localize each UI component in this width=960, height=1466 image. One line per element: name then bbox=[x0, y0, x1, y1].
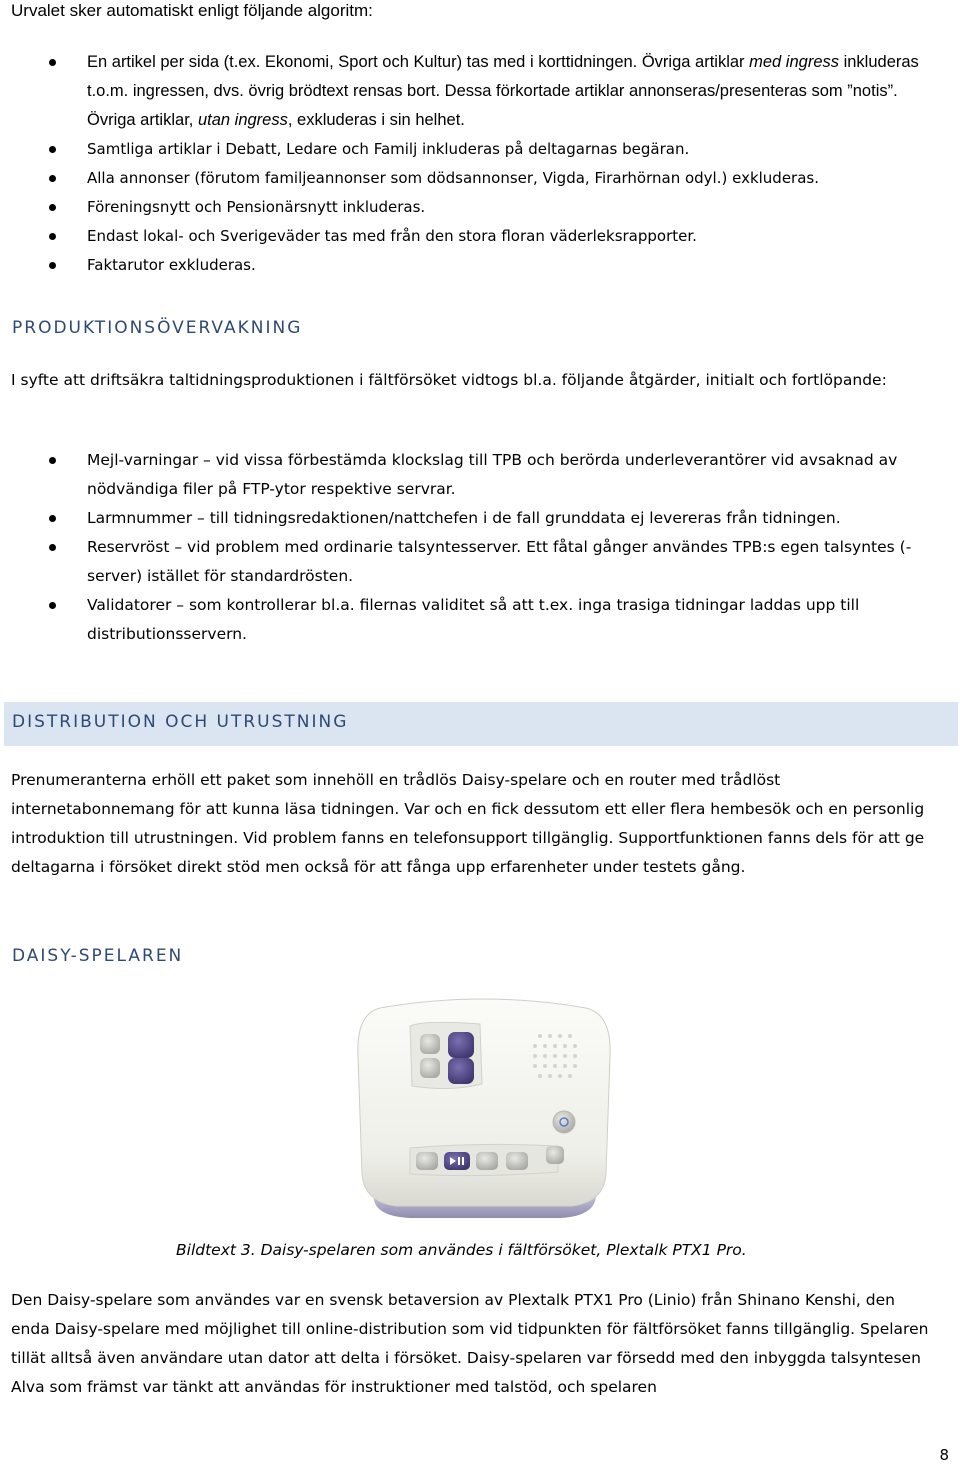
measures-list bbox=[0, 446, 947, 649]
volume-up-button bbox=[448, 1032, 474, 1058]
heading-distribution: DISTRIBUTION OCH UTRUSTNING bbox=[12, 712, 349, 732]
algorithm-list bbox=[0, 48, 947, 280]
rewind-button bbox=[416, 1152, 438, 1170]
bullet-icon bbox=[49, 457, 56, 464]
eject-button bbox=[546, 1146, 564, 1164]
list-item: En artikel per sida (t.ex. Ekonomi, Sport och Kultur) tas med i korttidningen. Övriga artiklar med ingress inkluderas t.o.m. ingressen, dvs. övrig brödtext rensas bort. Dessa förkortade artiklar annonseras/presenteras som ”notis”. Övriga artiklar, utan ingress, exkluderas i sin helhet. bbox=[0, 48, 947, 135]
image-caption: Bildtext 3. Daisy-spelaren som användes i fältförsöket, Plextalk PTX1 Pro. bbox=[176, 1241, 747, 1259]
bullet-icon bbox=[49, 544, 56, 551]
list-item: Samtliga artiklar i Debatt, Ledare och Familj inkluderas på deltagarnas begäran. bbox=[0, 135, 947, 164]
list-item: Föreningsnytt och Pensionärsnytt inkluderas. bbox=[0, 193, 947, 222]
list-item: Validatorer – som kontrollerar bl.a. filernas validitet så att t.ex. inga trasiga tidningar laddas upp till distributionsservern. bbox=[0, 591, 947, 649]
list-item: Larmnummer – till tidningsredaktionen/nattchefen i de fall grunddata ej levereras från tidningen. bbox=[0, 504, 947, 533]
small-button bbox=[420, 1058, 440, 1078]
intro-text: Urvalet sker automatiskt enligt följande algoritm: bbox=[11, 1, 373, 20]
forward-button bbox=[476, 1152, 498, 1170]
power-button bbox=[553, 1111, 575, 1133]
bullet-icon bbox=[49, 515, 56, 522]
list-item: Endast lokal- och Sverigeväder tas med från den stora floran väderleksrapporter. bbox=[0, 222, 947, 251]
bullet-icon bbox=[49, 175, 56, 182]
bullet-icon bbox=[49, 262, 56, 269]
volume-down-button bbox=[448, 1058, 474, 1084]
heading-produktionsovervakning: PRODUKTIONSÖVERVAKNING bbox=[12, 318, 303, 338]
paragraph-daisy: Den Daisy-spelare som användes var en svensk betaversion av Plextalk PTX1 Pro (Linio) från Shinano Kenshi, den enda Daisy-spelare med möjlighet till online-distribution som vid tidpunkten för fältförsöket fanns tillgänglig. Spelaren tillät alltså även användare utan dator att delta i försöket. Daisy-spelaren var försedd med den inbyggda talsyntesen Alva som främst var tänkt att användas för instruktioner med talstöd, och spelaren bbox=[11, 1291, 929, 1396]
daisy-player-image bbox=[350, 996, 616, 1228]
small-button bbox=[420, 1034, 440, 1054]
bullet-icon bbox=[49, 146, 56, 153]
list-item: Faktarutor exkluderas. bbox=[0, 251, 947, 280]
paragraph-distribution: Prenumeranterna erhöll ett paket som innehöll en trådlös Daisy-spelare och en router med trådlöst internetabonnemang för att kunna läsa tidningen. Var och en fick dessutom ett eller flera hembesök och en personlig introduktion till utrustningen. Vid problem fanns en telefonsupport tillgänglig. Supportfunktionen fanns dels för att ge deltagarna i försöket direkt stöd men också för att fånga upp erfarenheter under testets gång. bbox=[11, 771, 925, 876]
heading-daisy-spelaren: DAISY-SPELAREN bbox=[12, 946, 184, 966]
list-item: Alla annonser (förutom familjeannonser som dödsannonser, Vigda, Firarhörnan odyl.) exkluderas. bbox=[0, 164, 947, 193]
bullet-icon bbox=[49, 602, 56, 609]
list-item: Reservröst – vid problem med ordinarie talsyntesserver. Ett fåtal gånger användes TPB:s egen talsyntes (-server) istället för standardrösten. bbox=[0, 533, 947, 591]
bullet-icon bbox=[49, 59, 56, 66]
nav-button bbox=[506, 1152, 528, 1170]
bullet-icon bbox=[49, 233, 56, 240]
bullet-icon bbox=[49, 204, 56, 211]
paragraph-production: I syfte att driftsäkra taltidningsproduktionen i fältförsöket vidtogs bl.a. följande åtgärder, initialt och fortlöpande: bbox=[11, 371, 887, 389]
page-number: 8 bbox=[939, 1446, 949, 1464]
play-button bbox=[444, 1152, 470, 1170]
list-item: Mejl-varningar – vid vissa förbestämda klockslag till TPB och berörda underleverantörer vid avsaknad av nödvändiga filer på FTP-ytor respektive servrar. bbox=[0, 446, 947, 504]
